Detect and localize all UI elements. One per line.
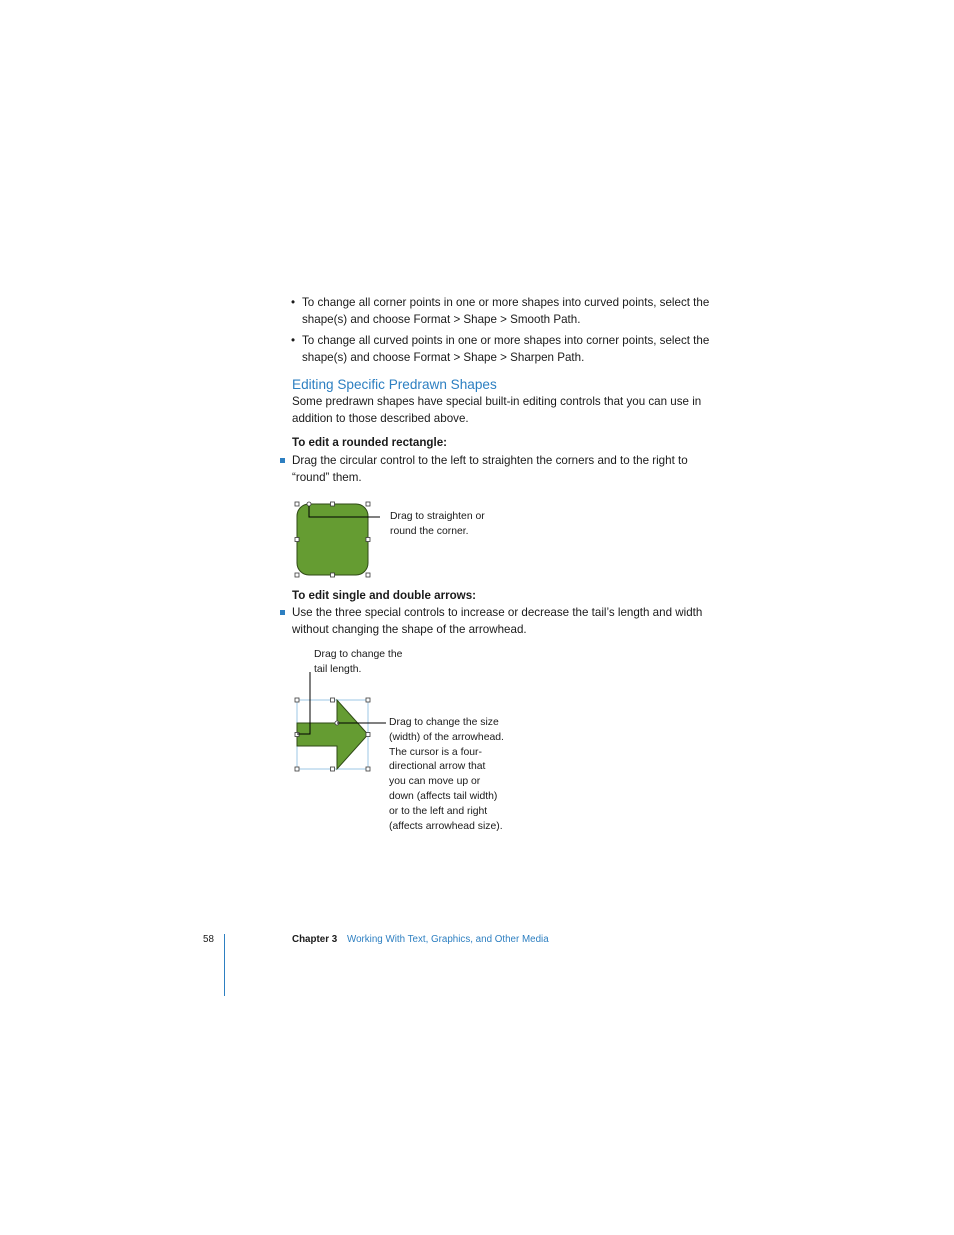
bullet-dot: • bbox=[291, 296, 296, 309]
corner-radius-control bbox=[307, 502, 311, 506]
selection-handle bbox=[331, 698, 335, 702]
callout-line: The cursor is a four- bbox=[389, 746, 482, 758]
rounded-rectangle-figure bbox=[290, 498, 380, 580]
callout-line: Drag to straighten or bbox=[390, 511, 485, 522]
step-text-line: without changing the shape of the arrowhead. bbox=[292, 623, 527, 636]
bullet-text-line: shape(s) and choose Format > Shape > Sharpen Path. bbox=[302, 351, 585, 364]
selection-handle bbox=[295, 573, 299, 577]
arrow-figure bbox=[290, 668, 390, 774]
selection-handle bbox=[366, 538, 370, 542]
footer-divider bbox=[224, 934, 225, 996]
task-heading-rounded-rect: To edit a rounded rectangle: bbox=[292, 436, 448, 449]
footer-chapter-label: Chapter 3 bbox=[292, 934, 338, 945]
page-number: 58 bbox=[203, 934, 214, 945]
callout-line: (width) of the arrowhead. bbox=[389, 731, 504, 743]
selection-handle bbox=[295, 767, 299, 771]
section-heading: Editing Specific Predrawn Shapes bbox=[292, 377, 497, 392]
callout-line: or to the left and right bbox=[389, 805, 488, 817]
callout-line: Drag to change the size bbox=[389, 717, 499, 728]
section-intro-line: addition to those described above. bbox=[292, 412, 469, 425]
square-bullet-icon bbox=[280, 458, 285, 463]
rounded-rectangle-shape bbox=[297, 504, 368, 575]
callout-line: (affects arrowhead size). bbox=[389, 820, 503, 832]
callout-line: Drag to change the bbox=[314, 649, 403, 660]
selection-handle bbox=[366, 502, 370, 506]
selection-handle bbox=[366, 733, 370, 737]
bullet-text-line: To change all curved points in one or more shapes into corner points, select the bbox=[302, 334, 710, 347]
step-text-line: Use the three special controls to increase or decrease the tail’s length and width bbox=[292, 606, 703, 619]
step-text-line: Drag the circular control to the left to straighten the corners and to the right to bbox=[292, 454, 688, 467]
selection-handle bbox=[331, 767, 335, 771]
arrowhead-callout bbox=[389, 716, 504, 834]
selection-handle bbox=[295, 502, 299, 506]
selection-handle bbox=[331, 502, 335, 506]
selection-handle bbox=[366, 698, 370, 702]
section-intro-line: Some predrawn shapes have special built-in editing controls that you can use in bbox=[292, 395, 702, 408]
callout-line: tail length. bbox=[314, 663, 362, 675]
footer-chapter-title: Working With Text, Graphics, and Other Media bbox=[347, 934, 549, 945]
selection-handle bbox=[295, 538, 299, 542]
selection-handle bbox=[331, 573, 335, 577]
selection-handle bbox=[366, 767, 370, 771]
step-text-line: “round” them. bbox=[292, 471, 362, 484]
bullet-dot: • bbox=[291, 334, 296, 347]
task-heading-arrows: To edit single and double arrows: bbox=[292, 589, 477, 602]
selection-handle bbox=[366, 573, 370, 577]
selection-handle bbox=[295, 698, 299, 702]
callout-line: down (affects tail width) bbox=[389, 790, 498, 802]
bullet-text-line: To change all corner points in one or more shapes into curved points, select the bbox=[302, 296, 710, 309]
callout-line: you can move up or bbox=[389, 776, 481, 788]
square-bullet-icon bbox=[280, 610, 285, 615]
bullet-text-line: shape(s) and choose Format > Shape > Smooth Path. bbox=[302, 313, 581, 326]
callout-line: directional arrow that bbox=[389, 761, 486, 773]
callout-line: round the corner. bbox=[390, 525, 469, 537]
